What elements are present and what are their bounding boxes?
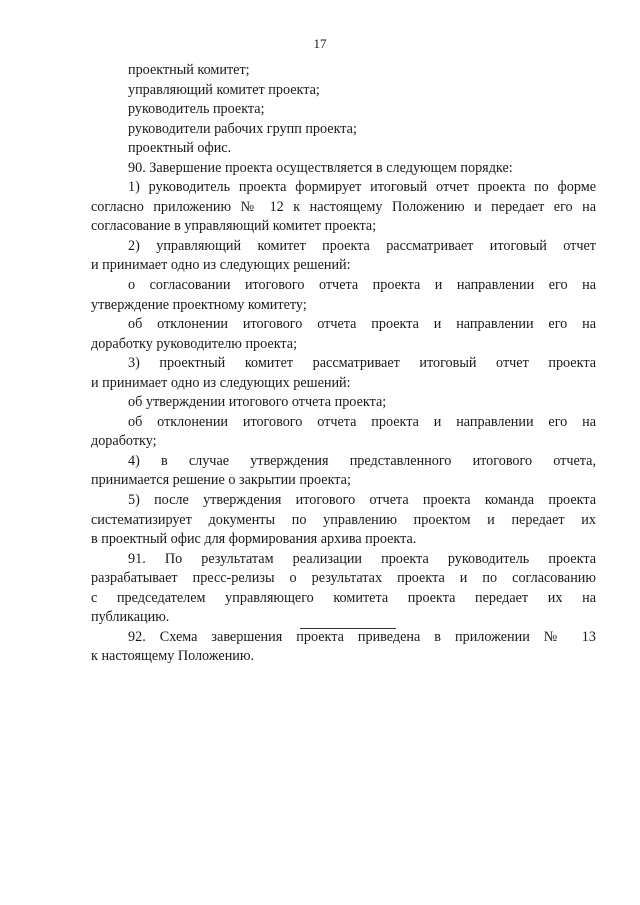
text-line: 92. Схема завершения проекта приведена в приложении № 13 <box>128 628 596 645</box>
text-line: проектный офис. <box>128 140 232 157</box>
text-line: 1) руководитель проекта формирует итоговый отчет проекта по форме <box>128 179 596 196</box>
text-line: и принимает одно из следующих решений: <box>91 374 351 391</box>
text-line: с председателем управляющего комитета проекта передает их на <box>91 589 596 606</box>
text-line: руководители рабочих групп проекта; <box>128 120 357 137</box>
text-line: 3) проектный комитет рассматривает итоговый отчет проекта <box>128 355 596 372</box>
text-line: публикацию. <box>91 609 170 626</box>
text-line: согласно приложению № 12 к настоящему Положению и передает его на <box>91 198 596 215</box>
text-line: об отклонении итогового отчета проекта и направлении его на <box>128 413 596 430</box>
page-number: 17 <box>313 36 327 51</box>
text-line: управляющий комитет проекта; <box>128 81 320 98</box>
text-line: 91. По результатам реализации проекта руководитель проекта <box>128 550 596 567</box>
text-line: 2) управляющий комитет проекта рассматривает итоговый отчет <box>128 237 596 254</box>
text-line: разрабатывает пресс-релизы о результатах проекта и по согласованию <box>91 570 596 587</box>
document-body <box>91 61 596 667</box>
text-line: принимается решение о закрытии проекта; <box>91 472 351 489</box>
text-line: и принимает одно из следующих решений: <box>91 257 351 274</box>
text-line: систематизирует документы по управлению проектом и передает их <box>91 511 596 528</box>
text-line: 90. Завершение проекта осуществляется в следующем порядке: <box>128 159 513 176</box>
text-line: 5) после утверждения итогового отчета проекта команда проекта <box>128 492 596 509</box>
text-line: согласование в управляющий комитет проекта; <box>91 218 377 235</box>
text-line: утверждение проектному комитету; <box>91 296 307 313</box>
text-line: в проектный офис для формирования архива проекта. <box>91 531 417 548</box>
text-line: об отклонении итогового отчета проекта и направлении его на <box>128 316 596 333</box>
text-line: об утверждении итогового отчета проекта; <box>128 394 387 411</box>
text-line: проектный комитет; <box>128 62 250 78</box>
text-line: к настоящему Положению. <box>91 648 255 665</box>
text-line: 4) в случае утверждения представленного итогового отчета, <box>128 452 596 469</box>
text-line: руководитель проекта; <box>128 101 265 118</box>
separator-line <box>300 628 396 629</box>
text-line: доработку; <box>91 433 157 450</box>
text-line: доработку руководителю проекта; <box>91 335 298 352</box>
text-line: о согласовании итогового отчета проекта и направлении его на <box>128 277 596 294</box>
